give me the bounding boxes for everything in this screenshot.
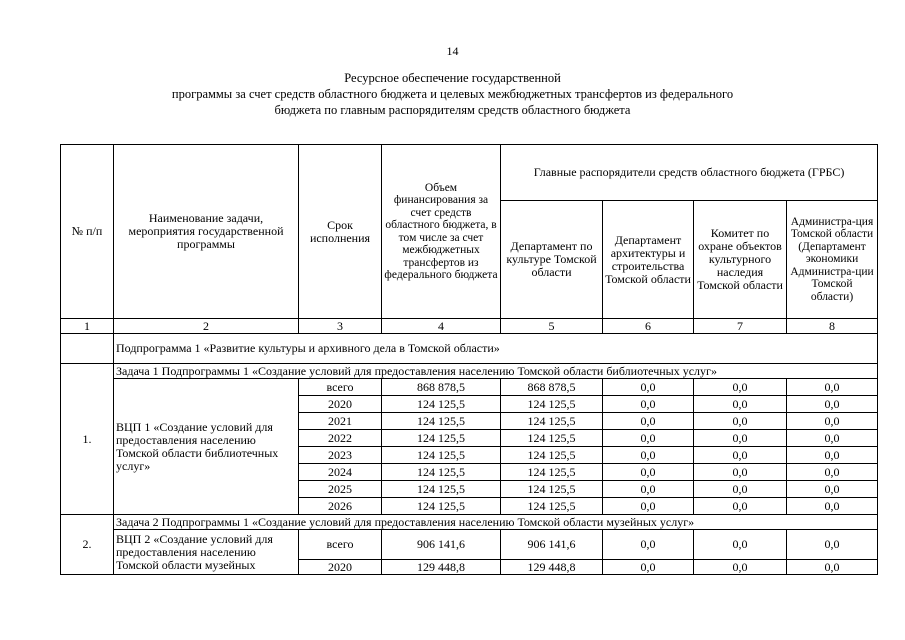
header-row-1 [61, 145, 878, 201]
cell-term: 2023 [299, 447, 382, 464]
cell-dept-culture: 124 125,5 [501, 481, 603, 498]
cell-admin: 0,0 [787, 413, 878, 430]
col-num-6: 6 [603, 319, 694, 334]
cell-term: 2022 [299, 430, 382, 447]
cell-term: 2020 [299, 396, 382, 413]
document-title [0, 70, 905, 118]
col-num-5: 5 [501, 319, 603, 334]
cell-dept-culture: 124 125,5 [501, 396, 603, 413]
cell-volume: 124 125,5 [382, 413, 501, 430]
header-name: Наименование задачи, мероприятия государственной программы [114, 145, 299, 319]
header-grbs: Главные распорядители средств областного бюджета (ГРБС) [501, 145, 878, 201]
table-row [61, 379, 878, 396]
cell-admin: 0,0 [787, 481, 878, 498]
cell-committee: 0,0 [694, 560, 787, 575]
column-numbers-row [61, 319, 878, 334]
cell-dept-arch: 0,0 [603, 560, 694, 575]
task2-num: 2. [61, 515, 114, 575]
cell-volume: 124 125,5 [382, 430, 501, 447]
cell-term: 2026 [299, 498, 382, 515]
cell-volume: 906 141,6 [382, 530, 501, 560]
header-committee: Комитет по охране объектов культурного наследия Томской области [694, 201, 787, 319]
cell-admin: 0,0 [787, 430, 878, 447]
cell-volume: 124 125,5 [382, 447, 501, 464]
cell-dept-arch: 0,0 [603, 481, 694, 498]
cell-dept-culture: 868 878,5 [501, 379, 603, 396]
header-dept-culture: Департамент по культуре Томской области [501, 201, 603, 319]
cell-dept-arch: 0,0 [603, 413, 694, 430]
cell-volume: 124 125,5 [382, 464, 501, 481]
title-line-1: Ресурсное обеспечение государственной [344, 71, 561, 85]
cell-dept-culture: 906 141,6 [501, 530, 603, 560]
budget-table [60, 144, 878, 575]
col-num-8: 8 [787, 319, 878, 334]
cell-dept-arch: 0,0 [603, 447, 694, 464]
task2-title-row [61, 515, 878, 530]
cell-dept-arch: 0,0 [603, 498, 694, 515]
cell-dept-culture: 124 125,5 [501, 430, 603, 447]
cell-volume: 129 448,8 [382, 560, 501, 575]
cell-committee: 0,0 [694, 530, 787, 560]
cell-committee: 0,0 [694, 498, 787, 515]
header-dept-arch: Департамент архитектуры и строительства Томской области [603, 201, 694, 319]
cell-committee: 0,0 [694, 447, 787, 464]
col-num-1: 1 [61, 319, 114, 334]
task1-title-row [61, 364, 878, 379]
cell-committee: 0,0 [694, 430, 787, 447]
task1-vcp: ВЦП 1 «Создание условий для предоставления населению Томской области библиотечных услуг» [114, 379, 299, 515]
task2-vcp: ВЦП 2 «Создание условий для предоставления населению Томской области музейных [114, 530, 299, 575]
col-num-2: 2 [114, 319, 299, 334]
col-num-4: 4 [382, 319, 501, 334]
cell-volume: 868 878,5 [382, 379, 501, 396]
title-line-3: бюджета по главным распорядителям средств областного бюджета [274, 103, 631, 117]
header-num: № п/п [61, 145, 114, 319]
col-num-7: 7 [694, 319, 787, 334]
subprogram-row [61, 334, 878, 364]
cell-dept-arch: 0,0 [603, 379, 694, 396]
header-admin: Администра-ция Томской области (Департамент экономики Администра-ции Томской области) [787, 201, 878, 319]
cell-volume: 124 125,5 [382, 481, 501, 498]
cell-admin: 0,0 [787, 396, 878, 413]
cell-committee: 0,0 [694, 396, 787, 413]
cell-admin: 0,0 [787, 447, 878, 464]
cell-term: 2021 [299, 413, 382, 430]
cell-admin: 0,0 [787, 530, 878, 560]
task2-title: Задача 2 Подпрограммы 1 «Создание условий для предоставления населению Томской области музейных услуг» [114, 515, 878, 530]
cell-term: 2020 [299, 560, 382, 575]
header-term: Срок исполнения [299, 145, 382, 319]
cell-term: 2025 [299, 481, 382, 498]
cell-admin: 0,0 [787, 498, 878, 515]
page-number: 14 [446, 44, 459, 58]
table-row [61, 530, 878, 560]
cell-term: всего [299, 379, 382, 396]
cell-dept-arch: 0,0 [603, 464, 694, 481]
cell-term: 2024 [299, 464, 382, 481]
subprogram-title: Подпрограмма 1 «Развитие культуры и архивного дела в Томской области» [114, 334, 878, 364]
cell-committee: 0,0 [694, 464, 787, 481]
cell-admin: 0,0 [787, 379, 878, 396]
cell-dept-culture: 124 125,5 [501, 413, 603, 430]
cell-admin: 0,0 [787, 464, 878, 481]
cell-dept-culture: 124 125,5 [501, 447, 603, 464]
task1-num: 1. [61, 364, 114, 515]
title-line-2: программы за счет средств областного бюджета и целевых межбюджетных трансфертов из федерального [171, 87, 734, 101]
cell-dept-culture: 129 448,8 [501, 560, 603, 575]
header-volume: Объем финансирования за счет средств областного бюджета, в том числе за счет межбюджетных трансфертов из федерального бюджета [382, 145, 501, 319]
cell-dept-arch: 0,0 [603, 530, 694, 560]
cell-committee: 0,0 [694, 481, 787, 498]
cell-volume: 124 125,5 [382, 396, 501, 413]
cell-committee: 0,0 [694, 379, 787, 396]
task1-title: Задача 1 Подпрограммы 1 «Создание условий для предоставления населению Томской области библиотечных услуг» [114, 364, 878, 379]
cell-volume: 124 125,5 [382, 498, 501, 515]
cell-committee: 0,0 [694, 413, 787, 430]
cell-dept-arch: 0,0 [603, 430, 694, 447]
cell-dept-arch: 0,0 [603, 396, 694, 413]
cell-dept-culture: 124 125,5 [501, 464, 603, 481]
cell-term: всего [299, 530, 382, 560]
col-num-3: 3 [299, 319, 382, 334]
cell-dept-culture: 124 125,5 [501, 498, 603, 515]
cell-admin: 0,0 [787, 560, 878, 575]
